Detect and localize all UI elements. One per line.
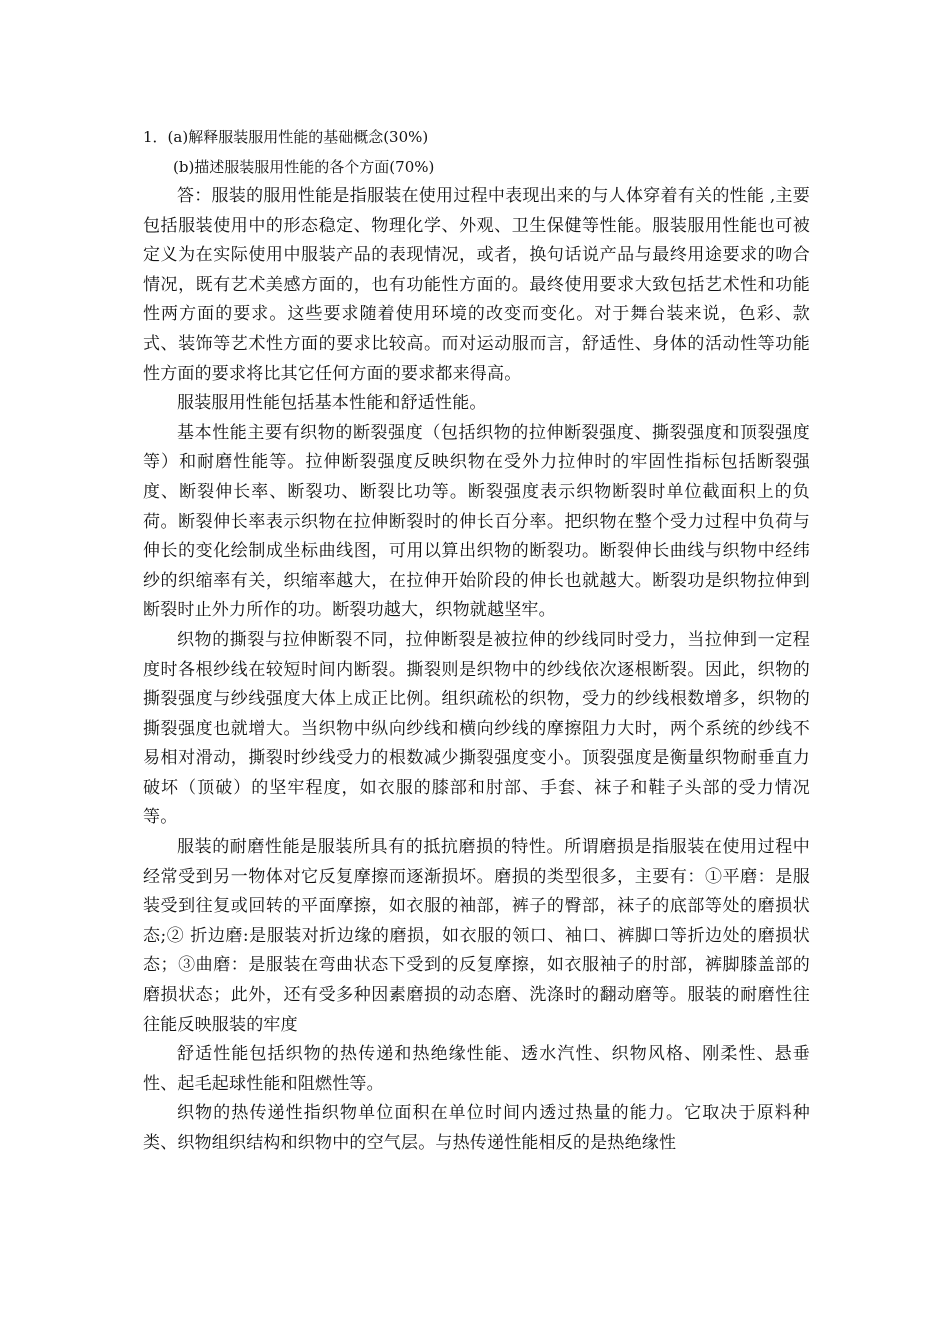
question-part-a: 1．(a)解释服装服用性能的基础概念(30%) [143,128,429,146]
paragraph-breaking-strength: 基本性能主要有织物的断裂强度（包括织物的拉伸断裂强度、撕裂强度和顶裂强度等）和耐磨性能等。拉伸断裂强度反映织物在受外力拉伸时的牢固性指标包括断裂强度、断裂伸长率、断裂功、断裂比功等。断裂强度表示织物断裂时单位截面积上的负荷。断裂伸长率表示织物在拉伸断裂时的伸长百分率。把织物在整个受力过程中负荷与伸长的变化绘制成坐标曲线图，可用以算出织物的断裂功。断裂伸长曲线与织物中经纬纱的织缩率有关，织缩率越大，在拉伸开始阶段的伸长也就越大。断裂功是织物拉伸到断裂时止外力所作的功。断裂功越大，织物就越坚牢。 [143,422,810,621]
paragraph-tearing-strength: 织物的撕裂与拉伸断裂不同，拉伸断裂是被拉伸的纱线同时受力，当拉伸到一定程度时各根纱线在较短时间内断裂。撕裂则是织物中的纱线依次逐根断裂。因此，织物的撕裂强度与纱线强度大体上成正比例。组织疏松的织物，受力的纱线根数增多，织物的撕裂强度也就增大。当织物中纵向纱线和横向纱线的摩擦阻力大时，两个系统的纱线不易相对滑动，撕裂时纱线受力的根数减少撕裂强度变小。顶裂强度是衡量织物耐垂直力破坏（顶破）的坚牢程度，如衣服的膝部和肘部、手套、袜子和鞋子头部的受力情况等。 [143,629,810,828]
document-body [143,122,810,1159]
answer-paragraph-intro: 答：服装的服用性能是指服装在使用过程中表现出来的与人体穿着有关的性能 ,主要包括服装使用中的形态稳定、物理化学、外观、卫生保健等性能。服装服用性能也可被定义为在实际使用中服装产品的表现情况，或者，换句话说产品与最终用途要求的吻合情况，既有艺术美感方面的，也有功能性方面的。最终使用要求大致包括艺术性和功能性两方面的要求。这些要求随着使用环境的改变而变化。对于舞台装来说，色彩、款式、装饰等艺术性方面的要求比较高。而对运动服而言，舒适性、身体的活动性等功能性方面的要求将比其它任何方面的要求都来得高。 [143,186,810,384]
paragraph-comfort-performance: 舒适性能包括织物的热传递和热绝缘性能、透水汽性、织物风格、刚柔性、悬垂性、起毛起球性能和阻燃性等。 [143,1044,810,1094]
question-part-b: (b)描述服装服用性能的各个方面(70%) [173,158,435,176]
paragraph-heat-transfer: 织物的热传递性指织物单位面积在单位时间内透过热量的能力。它取决于原料种类、织物组织结构和织物中的空气层。与热传递性能相反的是热绝缘性 [143,1103,810,1153]
paragraph-abrasion-resistance: 服装的耐磨性能是服装所具有的抵抗磨损的特性。所谓磨损是指服装在使用过程中经常受到另一物体对它反复摩擦而逐渐损坏。磨损的类型很多，主要有：①平磨：是服装受到往复或回转的平面摩擦，如衣服的袖部，裤子的臀部，袜子的底部等处的磨损状态;② 折边磨:是服装对折边缘的磨损，如衣服的领口、袖口、裤脚口等折边处的磨损状态；③曲磨：是服装在弯曲状态下受到的反复摩擦，如衣服袖子的肘部，裤脚膝盖部的磨损状态；此外，还有受多种因素磨损的动态磨、洗涤时的翻动磨等。服装的耐磨性往往能反映服装的牢度 [143,837,810,1035]
paragraph-performance-categories: 服装服用性能包括基本性能和舒适性能。 [177,393,487,414]
